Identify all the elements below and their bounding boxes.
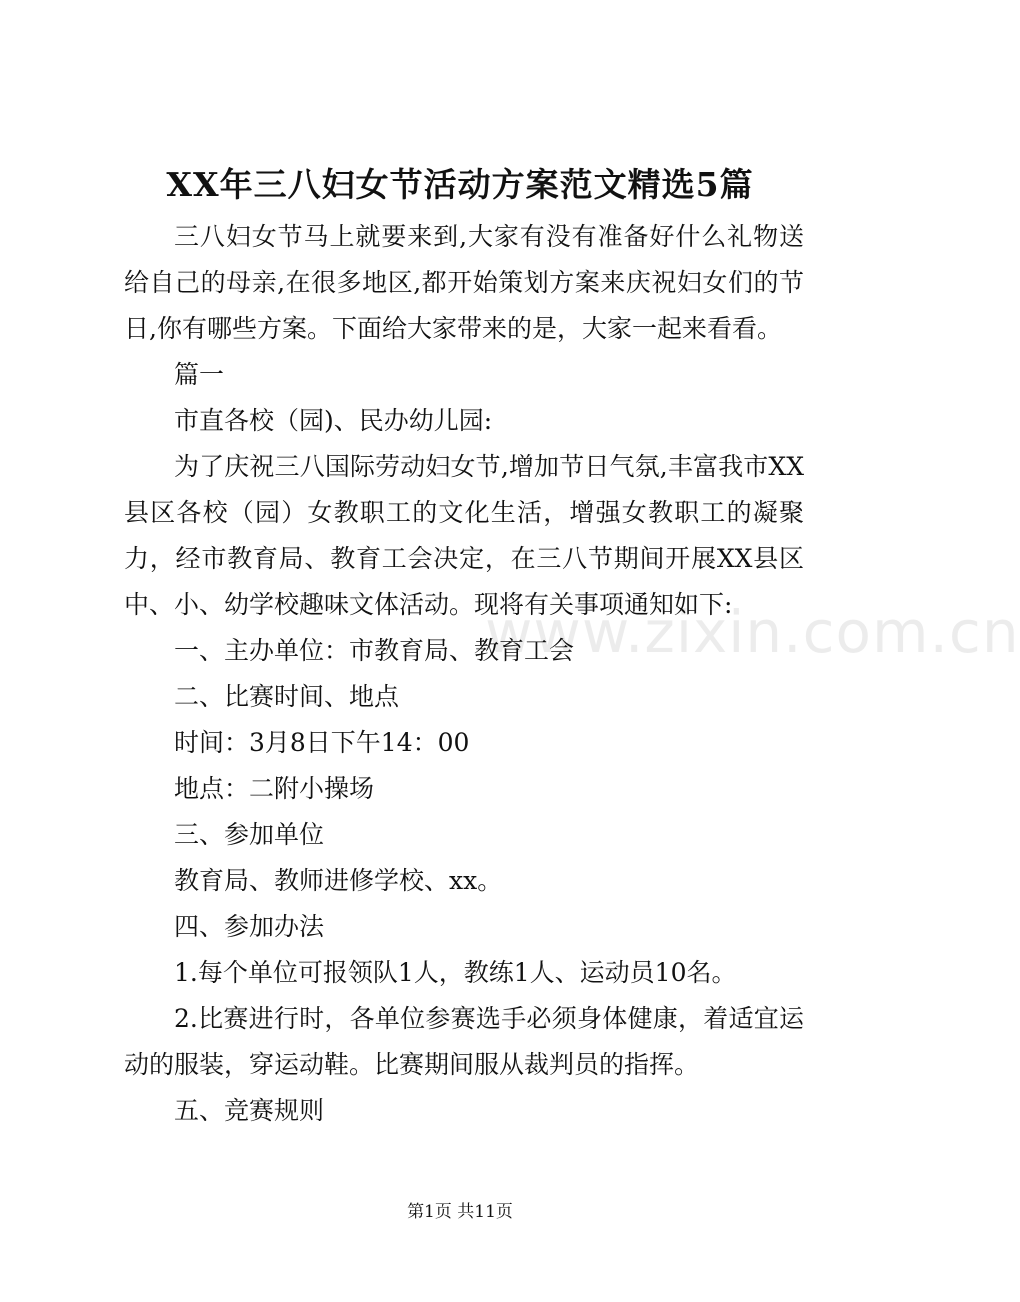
paragraph-rules-heading: 五、竞赛规则: [174, 1096, 325, 1125]
paragraph-place: 地点：二附小操场: [174, 774, 375, 803]
document-body: [124, 214, 804, 1134]
watermark: www.zixin.com.cn: [485, 598, 1020, 666]
paragraph-time: 时间：3月8日下午14：00: [174, 728, 470, 757]
paragraph-method-2: 2.比赛进行时，各单位参赛选手必须身体健康，着适宜运动的服装，穿运动鞋。比赛期间服从裁判员的指挥。: [124, 1004, 804, 1079]
paragraph-recipients: 市直各校（园)、民办幼儿园:: [174, 406, 493, 435]
paragraph-intro: 三八妇女节马上就要来到,大家有没有准备好什么礼物送给自己的母亲,在很多地区,都开始策划方案来庆祝妇女们的节日,你有哪些方案。下面给大家带来的是，大家一起来看看。: [124, 222, 804, 343]
document-title: XX年三八妇女节活动方案范文精选5篇: [166, 165, 754, 204]
paragraph-purpose: 为了庆祝三八国际劳动妇女节,增加节日气氛,丰富我市XX县区各校（园）女教职工的文化生活，增强女教职工的凝聚力，经市教育局、教育工会决定，在三八节期间开展XX县区中、小、幼学校趣味文体活动。现将有关事项通知如下:: [124, 452, 804, 619]
paragraph-participants: 教育局、教师进修学校、xx。: [174, 866, 503, 895]
paragraph-method-1: 1.每个单位可报领队1人，教练1人、运动员10名。: [174, 958, 737, 987]
paragraph-section-one-heading: 篇一: [174, 360, 225, 389]
paragraph-time-place-heading: 二、比赛时间、地点: [174, 682, 400, 711]
page-footer: 第1页 共11页: [407, 1202, 513, 1222]
paragraph-participants-heading: 三、参加单位: [174, 820, 325, 849]
paragraph-method-heading: 四、参加办法: [174, 912, 325, 941]
paragraph-organizer: 一、主办单位：市教育局、教育工会: [174, 636, 575, 665]
